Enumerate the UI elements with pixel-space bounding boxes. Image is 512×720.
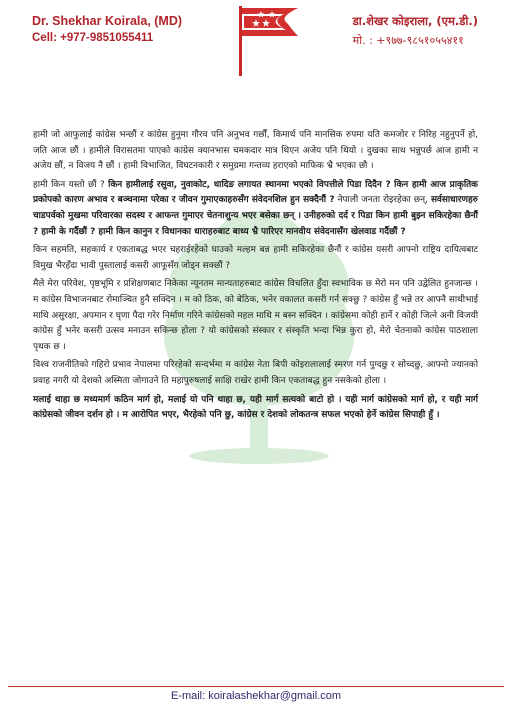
letterhead — [0, 0, 512, 80]
paragraph-2-text: नेपाली जनता रोइरहेका छन्, — [334, 195, 431, 206]
paragraph-6-bold: मलाई थाहा छ मध्यमार्ग कठिन मार्ग हो, मलाई यो पनि थाहा छ, यही मार्ग सत्यको बाटो हो । यही मार्ग कांग्रेसको मार्ग हो, र यही मार्ग कांग्रेसको जीवन दर्शन हो । म आरोपित भएर, भैरहेको पनि छु, कांग्रेस र देशको लोकतन्त्र सफल भएको हेर्ने कांग्रेस सिपाही हुँ । — [33, 394, 478, 421]
nepali-congress-flag-icon — [226, 4, 306, 76]
paragraph-4: मैले मेरा परिवेश, पृष्ठभूमि र प्रशिक्षणबाट निकेका न्यूनतम मान्यताहरुबाट कांग्रेस विचलित हुँदा स्वभाविक छ मेरो मन पनि उद्वेलित हुनजान्छ । म कांग्रेस विभाजनबाट रोमाञ्चित हुनै सक्दिन । म को ठिक, को बेठिक, भनेर वकालत कसरी गर्न सक्छु ? कांग्रेस हुँ भन्ने तर आफ्नै साथीभाई माथि असुरक्षा, अपमान र घृणा पैदा गरेर निर्माण गरिने कांग्रेसको महल माथि म बस्न सक्दिन । कांग्रेसमा कोही हार्ने र कोही जित्ने अनी विजयी कांग्रेस हुँ भनेर कसरी उत्सव मनाउन सकिन्छ होला ? यो कांग्रेसको संस्कार र संस्कृति भन्दा भिन्न कुरा हो, मेरो चेतनाको कांग्रेस पाठशाला पृथक छ । — [33, 279, 478, 352]
letterhead-english — [32, 14, 182, 44]
paragraph-3: किन सहमति, सहकार्य र एकताबद्ध भएर चहराईरहेको घाउको मल्हम बन्न हामी सकिरहेका छैनौं र कांग्रेस यसरी आफ्नो राष्ट्रिय दायित्वबाट विमुख भैरहँदा भावी पुस्तालाई कसरी आफूसँग जोड्न सक्छौं ? — [33, 245, 478, 271]
phone-english: Cell: +977-9851055411 — [32, 32, 154, 44]
paragraph-1: हामी जो आफुलाई कांग्रेस भन्छौं र कांग्रेस हुनुमा गौरव पनि अनुभव गर्छौं, किमार्थ पनि मानसिक रुपमा यति कमजोर र निरिह नहुनुपर्ने हो, जति आज छौं । हामीले विरासतमा पाएको कांग्रेस क्यानभास चमकदार मात्र थिएन अजेय पनि थियो । दुखका साथ भन्नुपर्छ आज हामी न अजेय छौं, न विजय नै छौं । हामी विभाजित, विघटनकारी र समुग्रमा गन्तव्य हराएको माफिक भ्रै भएका छौ । — [33, 130, 478, 172]
paragraph-2-bold-2: किन हामी आज प्राकृतिक प्रकोपको कारण अभाव र बञ्चनामा परेका र जीवन गुमाएकाहरुसँग संवेदनशिल हुन सक्दैनौं ? — [33, 179, 479, 206]
paragraph-2-bold-4: उनीहरुको दर्द र पिडा किन हामी बुझ्न सकिरहेका छैनौं ? हामी के गर्दैछौं ? हामी किन कानुन र विधानका धाराहरुबाट बाध्य भ्रै पारिएर मानवीय संवेदनासँग खेलवाड गर्दैछौं ? — [33, 210, 478, 237]
paragraph-2-bold-1: किन हामीलाई रसुवा, नुवाकोट, धादिङ लगायत स्थानमा भएको विपत्तीले पिडा दिदैन ? — [108, 179, 391, 190]
paragraph-2 — [33, 178, 478, 240]
paragraph-5: विश्व राजनीतिको गहिरो प्रभाव नेपालमा परिरहेको सन्दर्भमा म कांग्रेस नेता बिपी कोइरालालाई स्मरण गर्न पुग्दछु र सोच्दछु, आफ्नो ज्यानको प्रवाह नगरी यो देशको अस्मिता जोगाउने ति महापुरुषलाई साक्षि राखेर हामी किन एकताबद्ध हुन नसकेको होला । — [33, 360, 478, 386]
paragraph-2-intro: हामी किन यस्तो छौं ? — [33, 179, 109, 190]
letterhead-nepali — [353, 14, 478, 48]
letter-body — [33, 128, 478, 427]
author-name-english: Dr. Shekhar Koirala, (MD) — [32, 14, 183, 28]
footer-email: E-mail: koiralashekhar@gmail.com — [170, 690, 342, 702]
paragraph-2-bold-3: सर्वसाधारणहरु चाडपर्वको मुखमा परिवारका सदस्य र आफन्त गुमाएर चेतनाशुन्य भएर बसेका छन् । — [33, 195, 478, 221]
phone-nepali: मो. : +९७७-९८५१०५५४११ — [352, 34, 464, 47]
author-name-nepali: डा.शेखर कोइराला, (एम.डी.) — [352, 14, 478, 28]
paragraph-6 — [33, 393, 478, 424]
footer-rule — [8, 686, 504, 687]
